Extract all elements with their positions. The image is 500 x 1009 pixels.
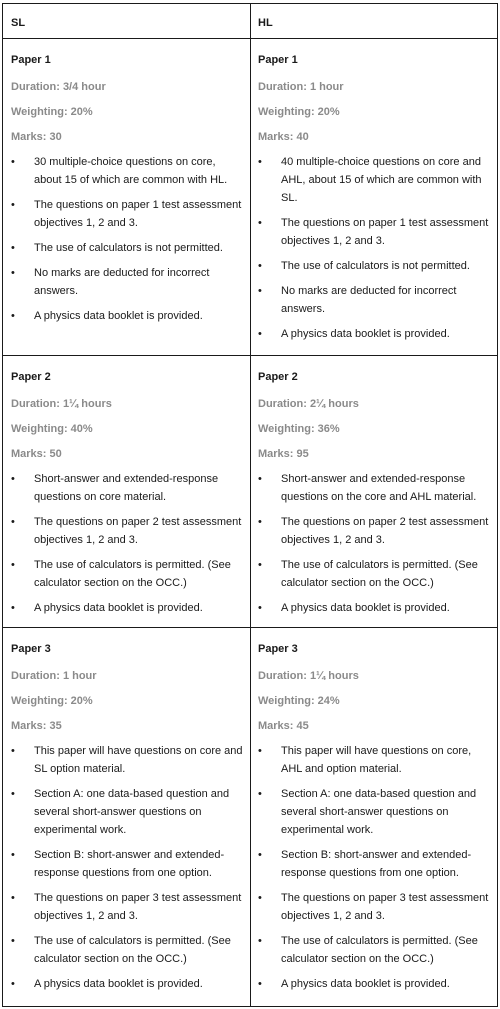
marks: Marks: 30 [11, 131, 62, 143]
duration: Duration: 3/4 hour [11, 81, 106, 93]
weighting: Weighting: 20% [258, 106, 340, 118]
header-divider [3, 38, 497, 39]
bullet-item [258, 556, 492, 592]
bullet-icon: • [258, 260, 262, 272]
bullet-icon: • [11, 849, 15, 861]
row-divider [3, 355, 497, 356]
bullet-text: The use of calculators is not permitted. [281, 260, 470, 272]
paper3-sl-cell [11, 640, 245, 1000]
paper1-sl-cell [11, 51, 245, 332]
bullet-list [258, 742, 492, 993]
marks: Marks: 95 [258, 448, 309, 460]
bullet-icon: • [11, 310, 15, 322]
bullet-text: The questions on paper 2 test assessment objectives 1, 2 and 3. [281, 516, 489, 546]
bullet-icon: • [258, 516, 262, 528]
marks: Marks: 40 [258, 131, 309, 143]
bullet-item [11, 975, 245, 993]
bullet-text: Short-answer and extended-response questions on the core and AHL material. [281, 473, 477, 503]
bullet-icon: • [258, 788, 262, 800]
bullet-text: Section B: short-answer and extended-response questions from one option. [281, 849, 472, 879]
bullet-item [11, 470, 245, 506]
bullet-icon: • [11, 745, 15, 757]
bullet-text: A physics data booklet is provided. [281, 602, 450, 614]
bullet-text: The use of calculators is permitted. (See calculator section on the OCC.) [281, 935, 478, 965]
bullet-item [258, 257, 492, 275]
bullet-icon: • [258, 156, 262, 168]
bullet-item [258, 214, 492, 250]
bullet-item [258, 599, 492, 617]
bullet-icon: • [258, 602, 262, 614]
bullet-icon: • [11, 267, 15, 279]
bullet-text: The questions on paper 3 test assessment objectives 1, 2 and 3. [281, 892, 489, 922]
bullet-icon: • [258, 328, 262, 340]
bullet-item [11, 932, 245, 968]
bullet-item [11, 742, 245, 778]
paper2-sl-cell [11, 368, 245, 624]
bullet-icon: • [11, 242, 15, 254]
paper-title: Paper 2 [11, 371, 51, 383]
bullet-list [11, 470, 245, 617]
bullet-text: Section A: one data-based question and several short-answer questions on experimental work. [34, 788, 230, 836]
duration: Duration: 1¼ hours [11, 398, 112, 410]
bullet-item [258, 975, 492, 993]
bullet-item [11, 196, 245, 232]
duration: Duration: 2¼ hours [258, 398, 359, 410]
bullet-text: This paper will have questions on core, AHL and option material. [281, 745, 472, 775]
paper3-hl-cell [258, 640, 492, 1000]
bullet-text: The use of calculators is permitted. (See calculator section on the OCC.) [34, 935, 231, 965]
bullet-item [11, 846, 245, 882]
bullet-icon: • [258, 978, 262, 990]
weighting: Weighting: 36% [258, 423, 340, 435]
paper-title: Paper 2 [258, 371, 298, 383]
bullet-text: Section B: short-answer and extended-response questions from one option. [34, 849, 225, 879]
bullet-item [258, 742, 492, 778]
bullet-text: A physics data booklet is provided. [34, 310, 203, 322]
bullet-item [11, 153, 245, 189]
bullet-icon: • [11, 156, 15, 168]
bullet-item [258, 932, 492, 968]
column-header-hl: HL [258, 17, 273, 29]
duration: Duration: 1 hour [11, 670, 97, 682]
bullet-list [258, 470, 492, 617]
bullet-text: This paper will have questions on core and SL option material. [34, 745, 243, 775]
bullet-item [11, 307, 245, 325]
duration: Duration: 1¼ hours [258, 670, 359, 682]
marks: Marks: 50 [11, 448, 62, 460]
paper1-hl-cell [258, 51, 492, 350]
weighting: Weighting: 24% [258, 695, 340, 707]
bullet-text: The use of calculators is permitted. (See calculator section on the OCC.) [34, 559, 231, 589]
bullet-icon: • [258, 559, 262, 571]
paper-title: Paper 1 [258, 54, 298, 66]
bullet-item [258, 325, 492, 343]
column-divider [250, 4, 251, 1006]
bullet-icon: • [258, 935, 262, 947]
bullet-item [11, 239, 245, 257]
bullet-text: No marks are deducted for incorrect answers. [34, 267, 210, 297]
bullet-item [11, 264, 245, 300]
bullet-item [11, 599, 245, 617]
bullet-text: No marks are deducted for incorrect answers. [281, 285, 457, 315]
bullet-icon: • [258, 217, 262, 229]
bullet-icon: • [11, 788, 15, 800]
bullet-icon: • [11, 559, 15, 571]
bullet-text: A physics data booklet is provided. [281, 328, 450, 340]
bullet-text: The questions on paper 3 test assessment objectives 1, 2 and 3. [34, 892, 242, 922]
bullet-item [11, 513, 245, 549]
bullet-icon: • [258, 745, 262, 757]
paper2-hl-cell [258, 368, 492, 624]
bullet-text: The use of calculators is not permitted. [34, 242, 223, 254]
paper-title: Paper 3 [11, 643, 51, 655]
bullet-item [11, 785, 245, 839]
weighting: Weighting: 20% [11, 695, 93, 707]
bullet-icon: • [258, 473, 262, 485]
bullet-item [11, 889, 245, 925]
bullet-text: 30 multiple-choice questions on core, about 15 of which are common with HL. [34, 156, 228, 186]
bullet-item [258, 153, 492, 207]
bullet-icon: • [11, 892, 15, 904]
weighting: Weighting: 20% [11, 106, 93, 118]
bullet-text: The questions on paper 1 test assessment objectives 1, 2 and 3. [281, 217, 489, 247]
row-divider [3, 627, 497, 628]
bullet-item [258, 282, 492, 318]
bullet-icon: • [11, 473, 15, 485]
marks: Marks: 35 [11, 720, 62, 732]
bullet-icon: • [11, 602, 15, 614]
bullet-list [258, 153, 492, 343]
bullet-icon: • [11, 199, 15, 211]
bullet-text: The questions on paper 2 test assessment objectives 1, 2 and 3. [34, 516, 242, 546]
bullet-item [258, 889, 492, 925]
column-header-sl: SL [11, 17, 26, 29]
bullet-item [258, 846, 492, 882]
bullet-text: A physics data booklet is provided. [281, 978, 450, 990]
bullet-icon: • [258, 892, 262, 904]
bullet-text: A physics data booklet is provided. [34, 978, 203, 990]
weighting: Weighting: 40% [11, 423, 93, 435]
paper-title: Paper 3 [258, 643, 298, 655]
bullet-text: A physics data booklet is provided. [34, 602, 203, 614]
bullet-text: Short-answer and extended-response questions on core material. [34, 473, 219, 503]
duration: Duration: 1 hour [258, 81, 344, 93]
bullet-icon: • [11, 978, 15, 990]
bullet-icon: • [258, 849, 262, 861]
bullet-icon: • [11, 935, 15, 947]
marks: Marks: 45 [258, 720, 309, 732]
bullet-item [258, 513, 492, 549]
assessment-table [2, 3, 498, 1007]
bullet-icon: • [11, 516, 15, 528]
bullet-text: Section A: one data-based question and several short-answer questions on experimental work. [281, 788, 477, 836]
bullet-list [11, 153, 245, 325]
bullet-text: 40 multiple-choice questions on core and AHL, about 15 of which are common with SL. [281, 156, 482, 204]
bullet-item [258, 785, 492, 839]
paper-title: Paper 1 [11, 54, 51, 66]
bullet-text: The questions on paper 1 test assessment objectives 1, 2 and 3. [34, 199, 242, 229]
bullet-list [11, 742, 245, 993]
bullet-text: The use of calculators is permitted. (See calculator section on the OCC.) [281, 559, 478, 589]
bullet-item [258, 470, 492, 506]
bullet-item [11, 556, 245, 592]
bullet-icon: • [258, 285, 262, 297]
